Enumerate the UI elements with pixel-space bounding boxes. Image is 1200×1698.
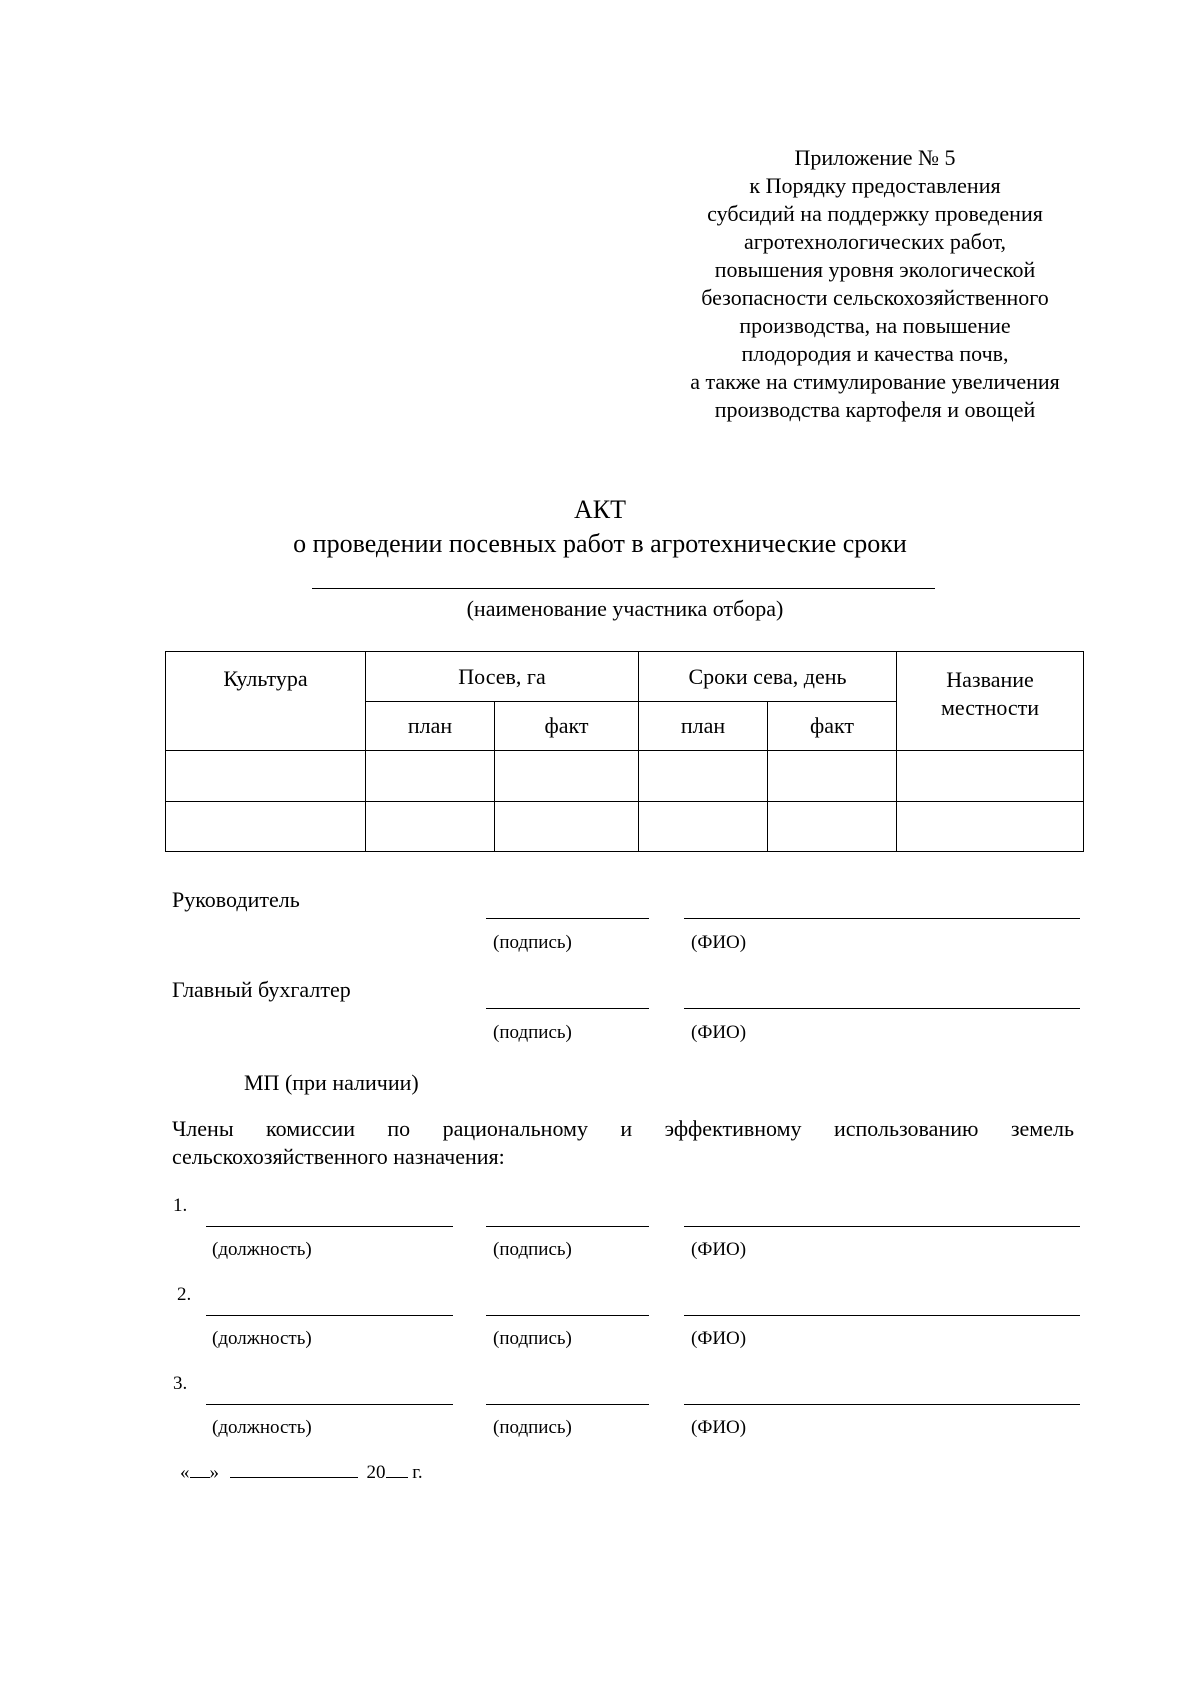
member-position-line[interactable] [206, 1226, 453, 1227]
commission-text: Члены комиссии по рациональному и эффективному использованию земель сельскохозяйственного назначения: [172, 1116, 1074, 1169]
member-number: 2. [177, 1284, 192, 1305]
appendix-line: а также на стимулирование увеличения [690, 369, 1060, 394]
member-signature-caption: (подпись) [493, 1239, 572, 1260]
date-year-suffix: г. [412, 1462, 423, 1483]
table-cell[interactable] [366, 802, 495, 852]
head-signature-caption: (подпись) [493, 932, 572, 953]
table-cell[interactable] [897, 751, 1084, 802]
head-label: Руководитель [172, 887, 300, 912]
member-fio-line[interactable] [684, 1226, 1080, 1227]
appendix-line: агротехнологических работ, [743, 229, 1007, 254]
table-cell[interactable] [639, 802, 768, 852]
table-cell[interactable] [768, 751, 897, 802]
table-cell[interactable] [897, 802, 1084, 852]
head-signature-line[interactable] [486, 918, 649, 919]
table-cell[interactable] [768, 802, 897, 852]
accountant-label: Главный бухгалтер [172, 977, 351, 1002]
appendix-line: субсидий на поддержку проведения [707, 201, 1043, 226]
head-fio-line[interactable] [684, 918, 1080, 919]
appendix-line: производства, на повышение [739, 313, 1011, 338]
date-month-blank[interactable] [230, 1461, 358, 1478]
member-signature-caption: (подпись) [493, 1417, 572, 1438]
appendix-header [640, 144, 1110, 424]
stamp-label: МП (при наличии) [244, 1070, 419, 1095]
member-position-line[interactable] [206, 1404, 453, 1405]
table-cell[interactable] [495, 802, 639, 852]
member-position-caption: (должность) [212, 1417, 312, 1438]
act-title: АКТ [574, 495, 626, 524]
header-sowing-fact: факт [495, 702, 639, 751]
member-fio-line[interactable] [684, 1404, 1080, 1405]
member-number: 3. [173, 1373, 188, 1394]
member-position-caption: (должность) [212, 1239, 312, 1260]
table-cell[interactable] [639, 751, 768, 802]
header-terms: Сроки сева, день [639, 652, 897, 702]
accountant-fio-caption: (ФИО) [691, 1022, 747, 1043]
accountant-fio-line[interactable] [684, 1008, 1080, 1009]
table-cell[interactable] [166, 751, 366, 802]
member-signature-line[interactable] [486, 1226, 649, 1227]
date-open-quote: « [180, 1462, 190, 1483]
header-culture: Культура [166, 652, 366, 751]
appendix-line: плодородия и качества почв, [741, 341, 1009, 366]
member-fio-caption: (ФИО) [691, 1417, 747, 1438]
member-number: 1. [173, 1195, 188, 1216]
date-close-quote: » [209, 1462, 219, 1483]
appendix-line: безопасности сельскохозяйственного [701, 285, 1049, 310]
head-fio-caption: (ФИО) [691, 932, 747, 953]
table-row [166, 751, 1084, 802]
table-row [166, 802, 1084, 852]
table-cell[interactable] [495, 751, 639, 802]
participant-caption: (наименование участника отбора) [466, 596, 784, 621]
appendix-line: Приложение № 5 [794, 145, 956, 170]
table-cell[interactable] [166, 802, 366, 852]
accountant-signature-caption: (подпись) [493, 1022, 572, 1043]
member-signature-line[interactable] [486, 1404, 649, 1405]
header-terms-fact: факт [768, 702, 897, 751]
member-position-caption: (должность) [212, 1328, 312, 1349]
date-year-blank[interactable] [386, 1461, 408, 1478]
table-cell[interactable] [366, 751, 495, 802]
date-day-blank[interactable] [190, 1461, 210, 1478]
participant-name-line [312, 588, 935, 589]
accountant-signature-line[interactable] [486, 1008, 649, 1009]
member-position-line[interactable] [206, 1315, 453, 1316]
date-line [180, 1461, 423, 1484]
header-terms-plan: план [639, 702, 768, 751]
header-sowing-plan: план [366, 702, 495, 751]
appendix-line: производства картофеля и овощей [714, 397, 1036, 422]
member-fio-caption: (ФИО) [691, 1239, 747, 1260]
header-sowing: Посев, га [366, 652, 639, 702]
date-year-prefix: 20 [366, 1462, 386, 1483]
sowing-table [165, 651, 1084, 852]
act-subtitle: о проведении посевных работ в агротехнические сроки [293, 529, 907, 558]
member-signature-line[interactable] [486, 1315, 649, 1316]
header-location: Название местности [897, 652, 1084, 751]
member-fio-line[interactable] [684, 1315, 1080, 1316]
appendix-line: к Порядку предоставления [749, 173, 1001, 198]
appendix-line: повышения уровня экологической [714, 257, 1036, 282]
member-fio-caption: (ФИО) [691, 1328, 747, 1349]
member-signature-caption: (подпись) [493, 1328, 572, 1349]
